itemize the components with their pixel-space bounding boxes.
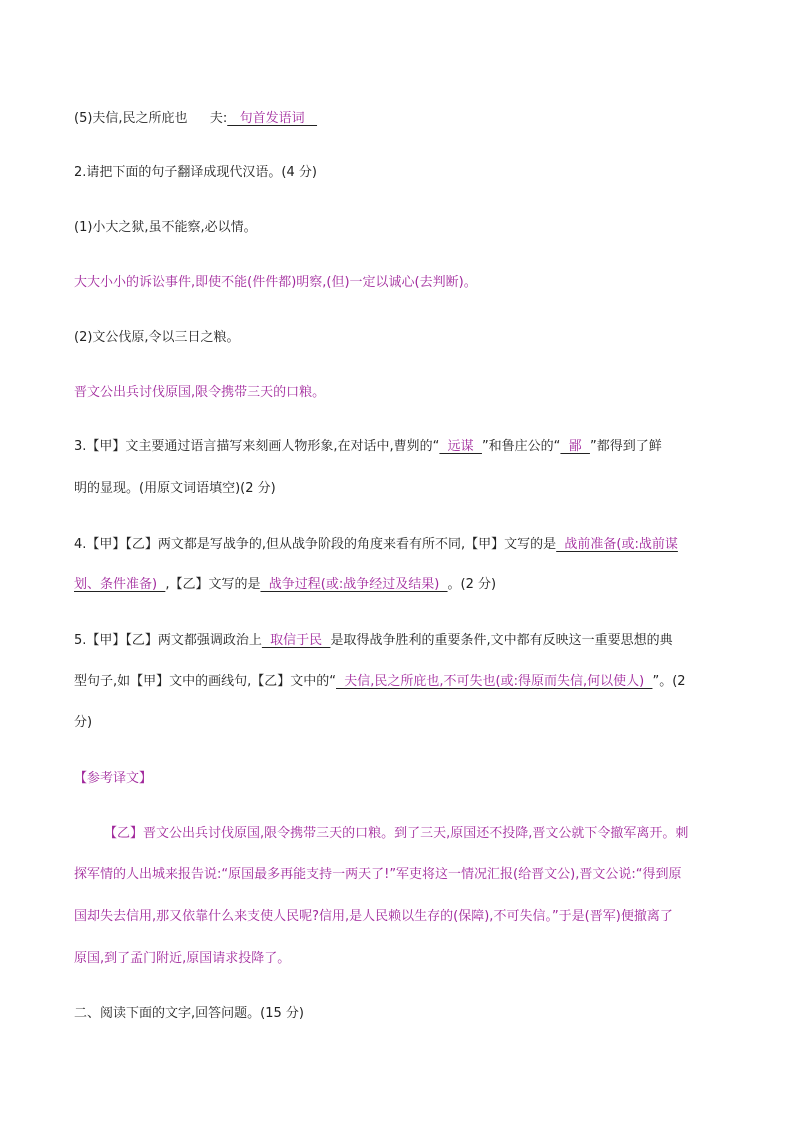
- q3-text-3: ”都得到了鲜: [589, 439, 662, 454]
- q3-text-2: ”和鲁庄公的“: [481, 439, 561, 454]
- q3-line-2: 明的显现。(用原文词语填空)(2 分): [74, 481, 276, 496]
- translation-line-2: 探军情的人出城来报告说:“原国最多再能支持一两天了!”军吏将这一情况汇报(给晋文公),晋文公说:“得到原: [74, 867, 682, 882]
- q4-blank-1: 战前准备(或:战前谋: [556, 537, 678, 552]
- q3-blank-1: 远谋: [439, 439, 482, 454]
- q3-line-1: [74, 438, 734, 456]
- q5-text-4: ”。(2: [652, 674, 686, 689]
- q5-line-2: [74, 673, 734, 691]
- translation-heading: 【参考译文】: [74, 771, 153, 786]
- q4-blank-1-cont: 划、条件准备): [74, 577, 166, 592]
- q4-line-2: [74, 576, 734, 594]
- q5-blank-1: 取信于民: [261, 633, 331, 648]
- q1-5-word: 夫:: [209, 111, 228, 126]
- q1-5-line: [74, 110, 734, 128]
- q5-blank-2: 夫信,民之所庇也,不可失也(或:得原而失信,何以使人): [336, 674, 653, 689]
- q1-5-answer: 句首发语词: [227, 111, 318, 126]
- q5-line-1: [74, 632, 734, 650]
- q4-blank-2: 战争过程(或:战争经过及结果): [260, 577, 448, 592]
- translation-line-4: 原国,到了孟门附近,原国请求投降了。: [74, 951, 291, 966]
- q3-blank-2: 鄙: [560, 439, 590, 454]
- q2-answer-1: 大大小小的诉讼事件,即使不能(件件都)明察,(但)一定以诚心(去判断)。: [74, 275, 477, 290]
- q5-line-3: 分): [74, 715, 93, 730]
- q2-sentence-2: (2)文公伐原,令以三日之粮。: [74, 330, 240, 345]
- q4-line-1: [74, 536, 734, 554]
- q2-title: 2.请把下面的句子翻译成现代汉语。(4 分): [74, 165, 317, 180]
- q2-answer-2: 晋文公出兵讨伐原国,限令携带三天的口粮。: [74, 385, 326, 400]
- translation-line-3: 国却失去信用,那又依靠什么来支使人民呢?信用,是人民赖以生存的(保障),不可失信。”于是(晋军)便撤离了: [74, 909, 673, 924]
- q4-text-3: 。(2 分): [447, 577, 497, 592]
- q5-text-2: 是取得战争胜利的重要条件,文中都有反映这一重要思想的典: [330, 633, 673, 648]
- q5-text-1: 5.【甲】【乙】两文都强调政治上: [74, 633, 262, 648]
- q4-text-1: 4.【甲】【乙】两文都是写战争的,但从战争阶段的角度来看有所不同,【甲】文写的是: [74, 537, 557, 552]
- q2-sentence-1: (1)小大之狱,虽不能察,必以情。: [74, 220, 257, 235]
- section-2-title: 二、阅读下面的文字,回答问题。(15 分): [74, 1006, 304, 1021]
- translation-line-1: 【乙】晋文公出兵讨伐原国,限令携带三天的口粮。到了三天,原国还不投降,晋文公就下令撤军离开。刺: [104, 826, 689, 841]
- q1-5-prompt: (5)夫信,民之所庇也: [74, 111, 188, 126]
- q3-text-1: 3.【甲】文主要通过语言描写来刻画人物形象,在对话中,曹刿的“: [74, 439, 440, 454]
- q5-text-3: 型句子,如【甲】文中的画线句,【乙】文中的“: [74, 674, 336, 689]
- q4-text-2: ,【乙】文写的是: [165, 577, 261, 592]
